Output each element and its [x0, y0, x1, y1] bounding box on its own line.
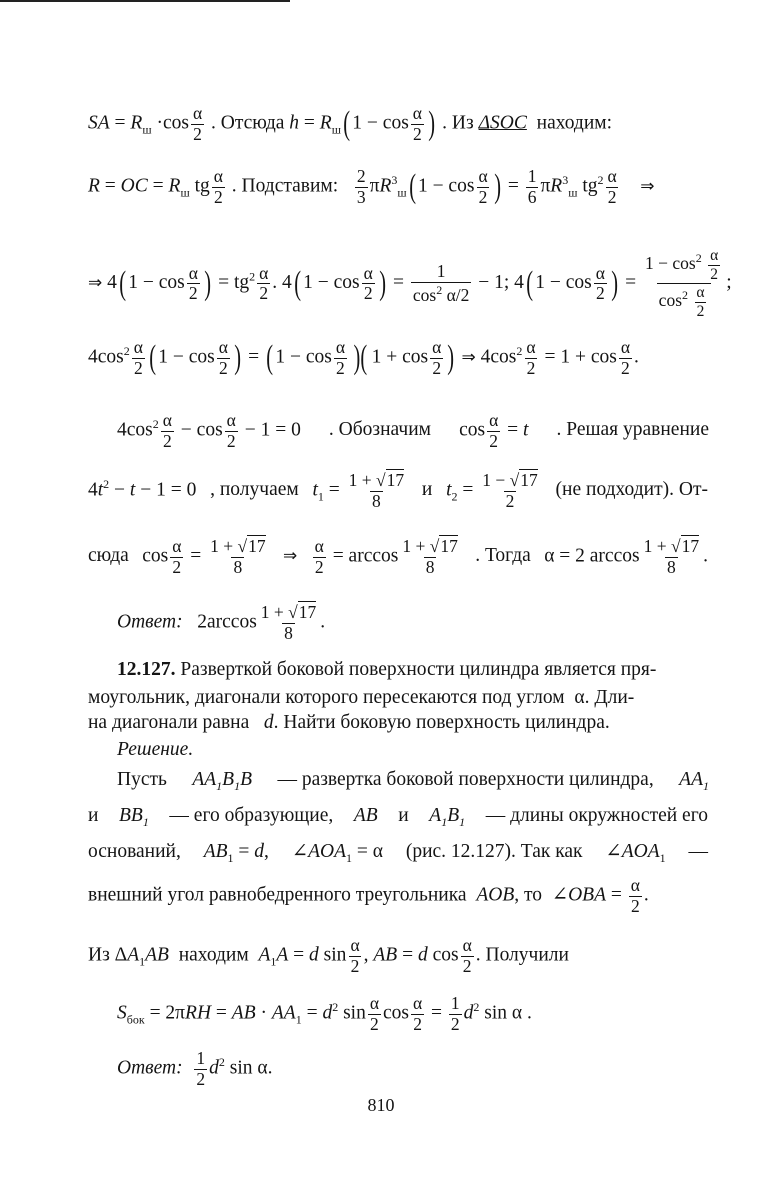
text-syuda: сюда: [88, 545, 129, 567]
solution-text-3a: оснований,: [88, 841, 181, 862]
solution-text-5c: . Получили: [475, 944, 569, 966]
problem-text-3: на диагонали равна: [88, 712, 250, 733]
solution-text-5a: Из: [88, 944, 110, 966]
solution-line-4: внешний угол равнобедренного треугольника AOB, то ∠OBA = $\frac{\alpha}{2}$ .: [88, 875, 649, 916]
text-oboznachim: . Обозначим: [328, 419, 432, 441]
solution-line-2: и $BB_1$ — его образующие, AB и $A_1B_1$ — длины окружностей его: [88, 805, 708, 829]
problem-text-1: Разверткой боковой поверхности цилиндра является пря-: [180, 659, 657, 680]
answer-1: Ответ: 2arccos $\frac{1 + √17}{8}$ .: [117, 602, 326, 643]
problem-line-1: [117, 660, 656, 680]
text-podstavim: . Подставим:: [231, 175, 339, 197]
answer-expr: 2arccos: [197, 611, 257, 633]
text-ne-podkhodit: (не подходит). От-: [555, 479, 708, 501]
problem-line-2: моугольник, диагонали которого пересекаются под углом α. Дли-: [88, 687, 635, 708]
text-i: и: [421, 479, 433, 501]
solution-line-5: Из $\Delta A_1AB$ находим $A_1A = d$ sin $\frac{\alpha}{2}$ , AB = d cos $\frac{\alpha}{2}$ . Получили: [88, 935, 569, 976]
solution-text-4b: , то: [514, 884, 542, 906]
page-number: 810: [367, 1095, 395, 1115]
solution-line-1: Пусть $AA_1B_1B$ — развертка боковой поверхности цилиндра, $AA_1$: [117, 769, 709, 793]
text-nakhodim: находим:: [536, 112, 613, 134]
answer-2: Ответ: $\frac{1}{2}$ $d^2$ sin α.: [117, 1048, 273, 1089]
top-rule: [0, 0, 290, 2]
solution-text-3b: (рис. 12.127). Так как: [405, 841, 583, 862]
problem-text-3-end: . Найти боковую поверхность цилиндра.: [273, 712, 610, 733]
solution-text-2b: — его образующие,: [169, 805, 334, 826]
problem-text-2: моугольник, диагонали которого пересекаются под углом: [88, 687, 565, 708]
answer-label: Ответ:: [117, 611, 183, 633]
problem-number: 12.127.: [117, 659, 176, 680]
formula-line-5: $4\cos^2$ $\frac{\alpha}{2}$ − cos $\frac{\alpha}{2}$ − 1 = 0 . Обозначим cos $\frac{\alpha}{2}$ = t . Решая уравнение: [117, 410, 709, 451]
problem-line-3: на диагонали равна d. Найти боковую поверхность цилиндра.: [88, 712, 610, 733]
formula-line-7: сюда cos $\frac{\alpha}{2}$ = $\frac{1 + √17}{8}$ ⇒ $\frac{\alpha}{2}$ = arccos $\frac{1 + √17}{8}$ . Тогда α = 2 arccos $\frac{1 + √17}{8}$ .: [88, 536, 708, 577]
formula-line-6: $4t^2 - t - 1 = 0$ , получаем $t_1$ = $\frac{1 + √17}{8}$ и $t_2$ = $\frac{1 - √17}{2}$ (не подходит). От-: [88, 470, 708, 511]
solution-text-4a: внешний угол равнобедренного треугольника: [88, 884, 467, 906]
problem-text-2-end: . Дли-: [584, 687, 635, 708]
triangle-soc: ΔSOC: [478, 112, 527, 134]
formula-line-3: ⇒ 4( 1 − cos $\frac{\alpha}{2}$ ) = $tg^2$ $\frac{\alpha}{2}$ . 4( 1 − cos $\frac{\alpha}{2}$ ) = $\frac{1}{\cos^2 \alpha/2}$ − 1; 4( 1 − cos $\frac{\alpha}{2}$ ) = $1 - \cos^2$ $\frac{\alpha}{2}$ $\cos^2$ $\frac{\alpha}{2}$ ;: [88, 247, 732, 320]
solution-text-2a: и: [88, 805, 99, 826]
solution-line-6: $S_{бок} = 2\pi RH$ = AB · $AA_1 = d^2$ sin $\frac{\alpha}{2}$ cos $\frac{\alpha}{2}$ = $\frac{1}{2}$ $d^2$ sin α .: [117, 993, 532, 1034]
formula-line-4: $4\cos^2$ $\frac{\alpha}{2}$ ( 1 − cos $\frac{\alpha}{2}$ ) = ( 1 − cos $\frac{\alpha}{2}$ )( 1 + cos $\frac{\alpha}{2}$ ) ⇒ $4\cos^2$ $\frac{\alpha}{2}$ = 1 + cos $\frac{\alpha}{2}$ .: [88, 337, 639, 378]
solution-text-2c: и: [398, 805, 409, 826]
text-togda: . Тогда: [475, 545, 531, 567]
solution-label: Решение.: [117, 739, 194, 760]
text-otsyuda: . Отсюда: [211, 112, 285, 134]
formula-line-1: SA = $R_ш \cdot\cos$ $\frac{\alpha}{2}$ . Отсюда $h = R_ш$( 1 − cos $\frac{\alpha}{2}$ ) . Из ΔSOC находим:: [88, 103, 613, 144]
solution-text-2d: — длины окружностей его: [485, 805, 708, 826]
solution-text-3c: —: [688, 841, 708, 862]
formula-line-2: R = OC = $R_ш$ tg $\frac{\alpha}{2}$ . Подставим: $\frac{2}{3}$ $\pi R^3_ш$( 1 − cos $\frac{\alpha}{2}$ ) = $\frac{1}{6}$ $\pi R^3_ш$ $tg^2$ $\frac{\alpha}{2}$ ⇒: [88, 166, 655, 207]
answer-2-label: Ответ:: [117, 1057, 183, 1079]
solution-text-1b: — развертка боковой поверхности цилиндра,: [277, 769, 654, 790]
solution-text-5b: находим: [178, 944, 249, 966]
text-iz: . Из: [442, 112, 474, 134]
solution-text-1a: Пусть: [117, 769, 167, 790]
text-reshaya: . Решая уравнение: [556, 419, 709, 441]
solution-line-3: оснований, $AB_1 = d$, $\angle AOA_1 = \alpha$ (рис. 12.127). Так как $\angle AOA_1$ —: [88, 841, 708, 865]
text-poluchaem: , получаем: [210, 479, 299, 501]
